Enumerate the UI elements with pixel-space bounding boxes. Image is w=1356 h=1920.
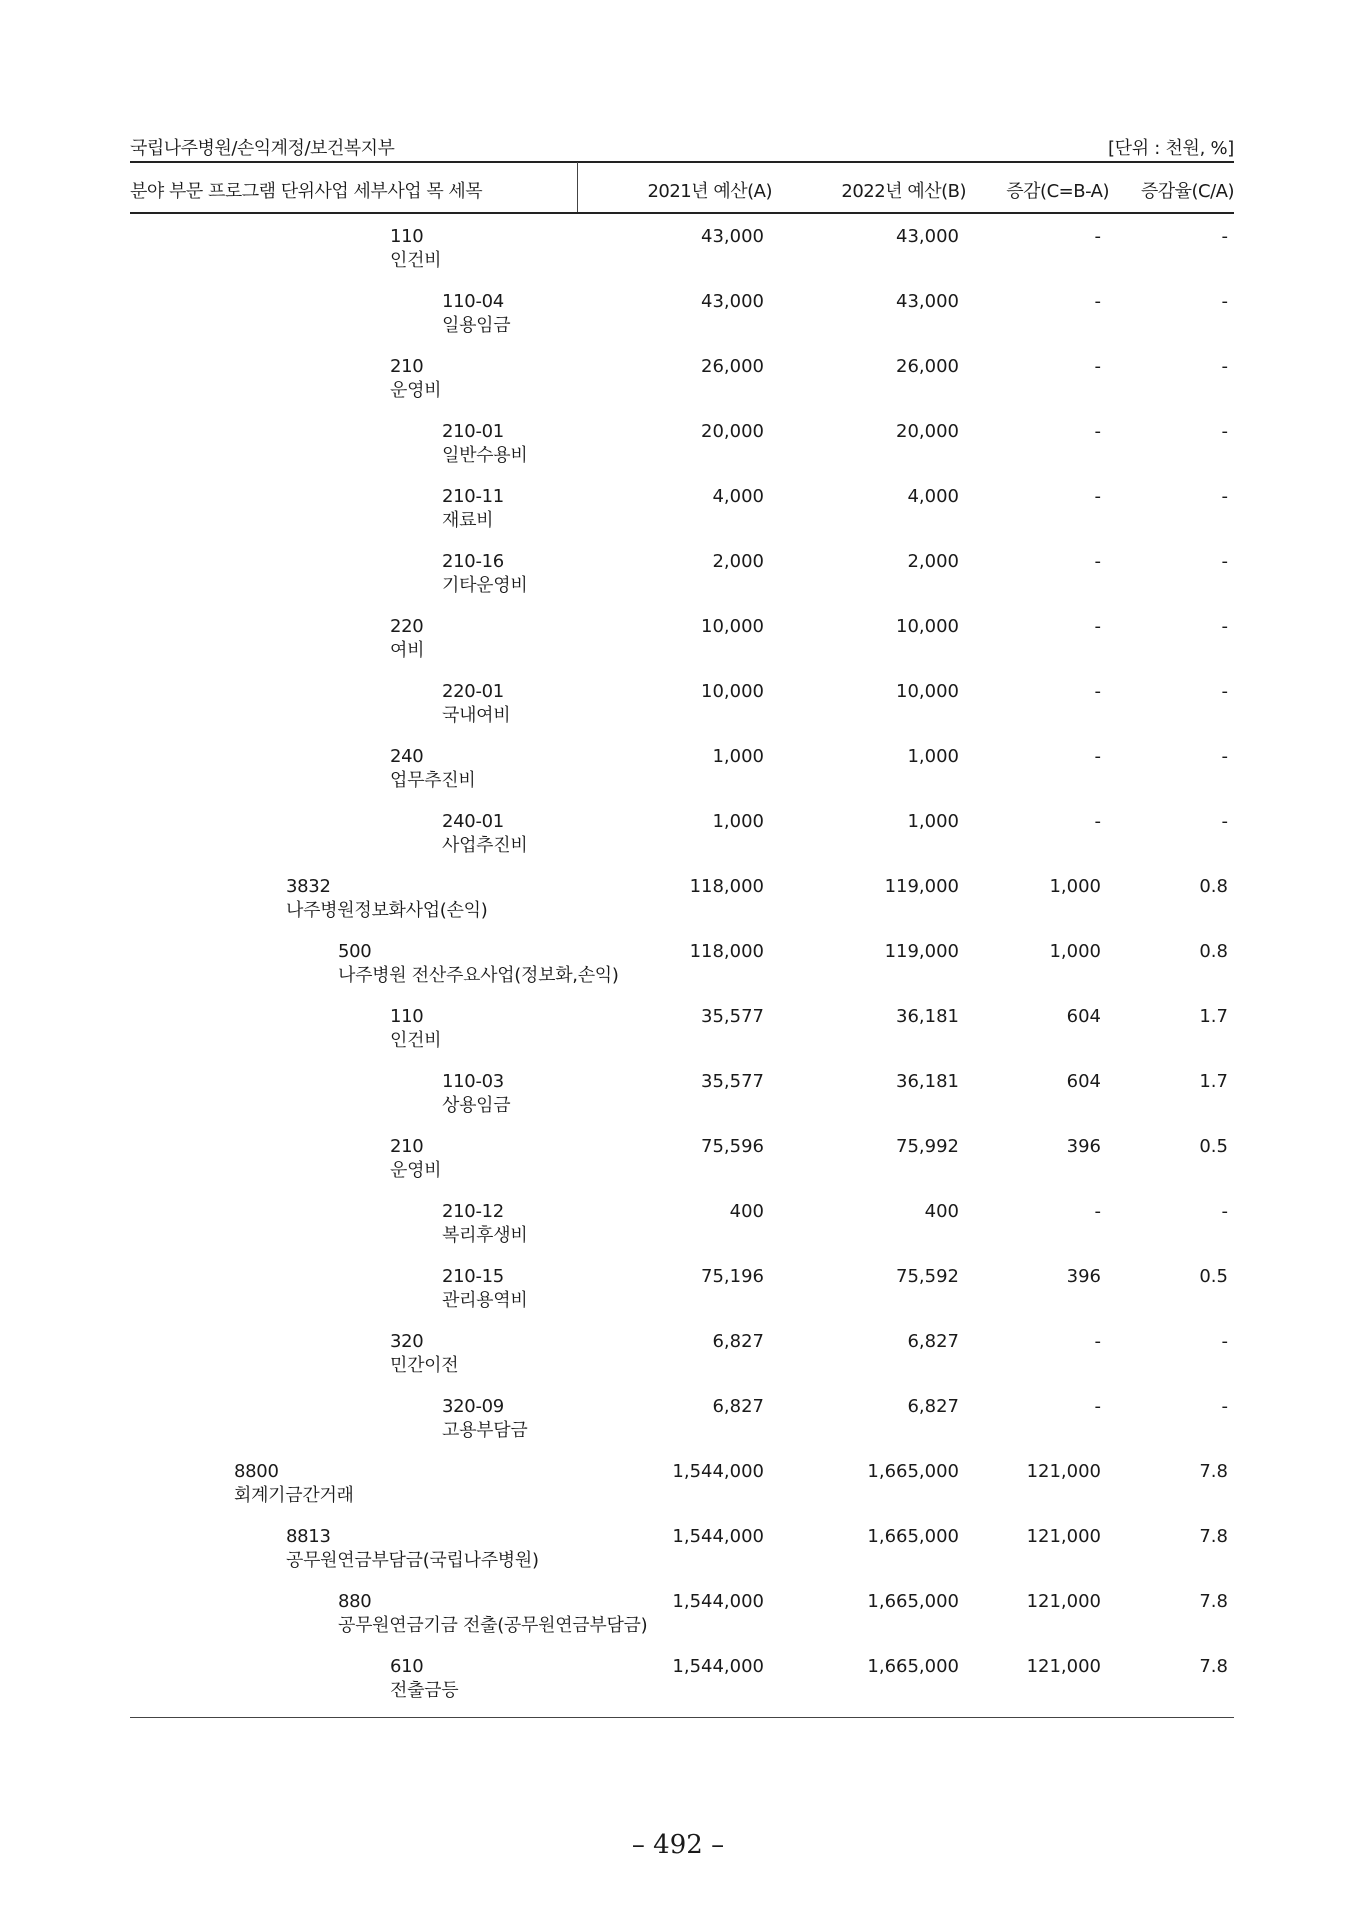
budget-2021-cell: 35,577 — [701, 1006, 764, 1027]
budget-2021-cell: 43,000 — [701, 291, 764, 312]
table-row — [0, 612, 1356, 677]
column-header-structure: 분야 부문 프로그램 단위사업 세부사업 목 세목 — [130, 181, 483, 202]
budget-2021-cell: 6,827 — [712, 1331, 764, 1352]
row-name: 전출금등 — [390, 1680, 459, 1701]
row-name: 복리후생비 — [442, 1225, 528, 1246]
rate-cell: - — [1221, 291, 1228, 312]
row-name: 일용임금 — [442, 315, 511, 336]
row-code: 210-12 — [442, 1201, 504, 1222]
table-row — [0, 742, 1356, 807]
table-row — [0, 1327, 1356, 1392]
row-code: 500 — [338, 941, 372, 962]
row-name: 재료비 — [442, 510, 494, 531]
budget-2022-cell: 119,000 — [884, 876, 959, 897]
row-name: 관리용역비 — [442, 1290, 528, 1311]
rate-cell: - — [1221, 1201, 1228, 1222]
row-name: 국내여비 — [442, 705, 511, 726]
row-code: 110 — [390, 226, 424, 247]
change-cell: 604 — [1066, 1071, 1101, 1092]
change-cell: - — [1094, 811, 1101, 832]
unit-label: [단위 : 천원, %] — [1107, 138, 1234, 159]
table-row — [0, 937, 1356, 1002]
budget-2022-cell: 2,000 — [907, 551, 959, 572]
table-row — [0, 1262, 1356, 1327]
row-name: 기타운영비 — [442, 575, 528, 596]
rate-cell: - — [1221, 811, 1228, 832]
rate-cell: - — [1221, 226, 1228, 247]
rate-cell: - — [1221, 681, 1228, 702]
table-row — [0, 287, 1356, 352]
table-row — [0, 872, 1356, 937]
row-code: 8800 — [234, 1461, 279, 1482]
change-cell: 396 — [1066, 1266, 1101, 1287]
change-cell: - — [1094, 356, 1101, 377]
budget-2021-cell: 118,000 — [689, 876, 764, 897]
budget-2021-cell: 2,000 — [712, 551, 764, 572]
rate-cell: 7.8 — [1199, 1526, 1228, 1547]
row-name: 인건비 — [390, 1030, 442, 1051]
column-header-budget-2022: 2022년 예산(B) — [841, 181, 966, 202]
budget-2021-cell: 6,827 — [712, 1396, 764, 1417]
table-row — [0, 1522, 1356, 1587]
change-cell: 604 — [1066, 1006, 1101, 1027]
budget-2022-cell: 75,992 — [896, 1136, 959, 1157]
budget-2021-cell: 400 — [729, 1201, 764, 1222]
row-code: 210-15 — [442, 1266, 504, 1287]
budget-2022-cell: 43,000 — [896, 226, 959, 247]
budget-2021-cell: 1,544,000 — [672, 1526, 764, 1547]
budget-2022-cell: 20,000 — [896, 421, 959, 442]
rate-cell: - — [1221, 356, 1228, 377]
change-cell: - — [1094, 681, 1101, 702]
row-name: 공무원연금기금 전출(공무원연금부담금) — [338, 1615, 648, 1636]
column-header-budget-2021: 2021년 예산(A) — [647, 181, 772, 202]
row-code: 210-16 — [442, 551, 504, 572]
table-row — [0, 482, 1356, 547]
row-name: 회계기금간거래 — [234, 1485, 354, 1506]
budget-2022-cell: 36,181 — [896, 1006, 959, 1027]
table-row — [0, 1652, 1356, 1717]
change-cell: - — [1094, 1331, 1101, 1352]
table-row — [0, 1067, 1356, 1132]
rate-cell: 1.7 — [1199, 1071, 1228, 1092]
budget-2022-cell: 1,000 — [907, 746, 959, 767]
column-header-rate: 증감율(C/A) — [1140, 181, 1234, 202]
rate-cell: - — [1221, 421, 1228, 442]
change-cell: - — [1094, 616, 1101, 637]
rate-cell: - — [1221, 616, 1228, 637]
row-code: 210 — [390, 356, 424, 377]
row-code: 220-01 — [442, 681, 504, 702]
budget-2022-cell: 1,665,000 — [867, 1656, 959, 1677]
table-row — [0, 1457, 1356, 1522]
budget-2021-cell: 1,544,000 — [672, 1461, 764, 1482]
row-name: 여비 — [390, 640, 425, 661]
rate-cell: 0.8 — [1199, 876, 1228, 897]
change-cell: 121,000 — [1026, 1526, 1101, 1547]
budget-2021-cell: 10,000 — [701, 616, 764, 637]
budget-2021-cell: 10,000 — [701, 681, 764, 702]
row-code: 110-04 — [442, 291, 504, 312]
row-name: 나주병원 전산주요사업(정보화,손익) — [338, 965, 619, 986]
table-bottom-rule — [130, 1717, 1234, 1718]
rate-cell: 0.5 — [1199, 1136, 1228, 1157]
budget-2021-cell: 26,000 — [701, 356, 764, 377]
change-cell: - — [1094, 551, 1101, 572]
table-row — [0, 1587, 1356, 1652]
change-cell: 1,000 — [1049, 941, 1101, 962]
change-cell: 1,000 — [1049, 876, 1101, 897]
change-cell: 121,000 — [1026, 1656, 1101, 1677]
budget-2022-cell: 4,000 — [907, 486, 959, 507]
table-top-rule — [130, 161, 1234, 163]
change-cell: - — [1094, 226, 1101, 247]
budget-2022-cell: 10,000 — [896, 681, 959, 702]
budget-2022-cell: 10,000 — [896, 616, 959, 637]
row-name: 나주병원정보화사업(손익) — [286, 900, 488, 921]
budget-2022-cell: 400 — [924, 1201, 959, 1222]
row-code: 3832 — [286, 876, 331, 897]
budget-2022-cell: 1,665,000 — [867, 1461, 959, 1482]
budget-2021-cell: 1,000 — [712, 746, 764, 767]
row-name: 공무원연금부담금(국립나주병원) — [286, 1550, 539, 1571]
change-cell: 121,000 — [1026, 1461, 1101, 1482]
change-cell: - — [1094, 1396, 1101, 1417]
table-row — [0, 807, 1356, 872]
row-code: 320-09 — [442, 1396, 504, 1417]
budget-2021-cell: 20,000 — [701, 421, 764, 442]
row-code: 220 — [390, 616, 424, 637]
budget-2021-cell: 43,000 — [701, 226, 764, 247]
row-code: 8813 — [286, 1526, 331, 1547]
row-name: 운영비 — [390, 1160, 442, 1181]
row-code: 210 — [390, 1136, 424, 1157]
rate-cell: 0.8 — [1199, 941, 1228, 962]
row-code: 880 — [338, 1591, 372, 1612]
row-code: 210-11 — [442, 486, 504, 507]
change-cell: - — [1094, 746, 1101, 767]
table-header-rule — [130, 212, 1234, 214]
row-name: 상용임금 — [442, 1095, 511, 1116]
budget-2022-cell: 6,827 — [907, 1331, 959, 1352]
table-row — [0, 222, 1356, 287]
budget-2021-cell: 75,196 — [701, 1266, 764, 1287]
change-cell: - — [1094, 421, 1101, 442]
change-cell: - — [1094, 1201, 1101, 1222]
budget-2021-cell: 1,544,000 — [672, 1656, 764, 1677]
budget-2021-cell: 35,577 — [701, 1071, 764, 1092]
row-name: 운영비 — [390, 380, 442, 401]
budget-2021-cell: 1,000 — [712, 811, 764, 832]
table-row — [0, 1392, 1356, 1457]
table-row — [0, 1197, 1356, 1262]
budget-2022-cell: 1,665,000 — [867, 1591, 959, 1612]
rate-cell: - — [1221, 1331, 1228, 1352]
budget-2022-cell: 1,665,000 — [867, 1526, 959, 1547]
table-row — [0, 1132, 1356, 1197]
budget-2021-cell: 4,000 — [712, 486, 764, 507]
row-name: 업무추진비 — [390, 770, 476, 791]
rate-cell: 1.7 — [1199, 1006, 1228, 1027]
change-cell: - — [1094, 291, 1101, 312]
row-name: 고용부담금 — [442, 1420, 528, 1441]
rate-cell: 7.8 — [1199, 1461, 1228, 1482]
budget-2022-cell: 43,000 — [896, 291, 959, 312]
rate-cell: 7.8 — [1199, 1591, 1228, 1612]
budget-2022-cell: 36,181 — [896, 1071, 959, 1092]
page-header-title: 국립나주병원/손익계정/보건복지부 — [130, 138, 395, 159]
change-cell: 396 — [1066, 1136, 1101, 1157]
table-row — [0, 417, 1356, 482]
header-column-separator — [577, 162, 578, 212]
rate-cell: - — [1221, 1396, 1228, 1417]
table-row — [0, 1002, 1356, 1067]
table-row — [0, 352, 1356, 417]
row-code: 320 — [390, 1331, 424, 1352]
budget-2021-cell: 118,000 — [689, 941, 764, 962]
change-cell: 121,000 — [1026, 1591, 1101, 1612]
budget-2022-cell: 75,592 — [896, 1266, 959, 1287]
table-row — [0, 677, 1356, 742]
rate-cell: - — [1221, 551, 1228, 572]
budget-2022-cell: 1,000 — [907, 811, 959, 832]
budget-2022-cell: 6,827 — [907, 1396, 959, 1417]
budget-2021-cell: 75,596 — [701, 1136, 764, 1157]
row-name: 일반수용비 — [442, 445, 528, 466]
budget-2021-cell: 1,544,000 — [672, 1591, 764, 1612]
row-code: 240-01 — [442, 811, 504, 832]
row-name: 민간이전 — [390, 1355, 459, 1376]
row-name: 사업추진비 — [442, 835, 528, 856]
column-header-change: 증감(C=B-A) — [1006, 181, 1109, 202]
row-code: 610 — [390, 1656, 424, 1677]
row-code: 110-03 — [442, 1071, 504, 1092]
budget-2022-cell: 119,000 — [884, 941, 959, 962]
change-cell: - — [1094, 486, 1101, 507]
rate-cell: - — [1221, 746, 1228, 767]
row-code: 110 — [390, 1006, 424, 1027]
budget-2022-cell: 26,000 — [896, 356, 959, 377]
table-row — [0, 547, 1356, 612]
row-code: 210-01 — [442, 421, 504, 442]
rate-cell: - — [1221, 486, 1228, 507]
page-number: – 492 – — [631, 1830, 725, 1860]
row-code: 240 — [390, 746, 424, 767]
rate-cell: 0.5 — [1199, 1266, 1228, 1287]
rate-cell: 7.8 — [1199, 1656, 1228, 1677]
budget-table-body — [0, 222, 1356, 1717]
row-name: 인건비 — [390, 250, 442, 271]
